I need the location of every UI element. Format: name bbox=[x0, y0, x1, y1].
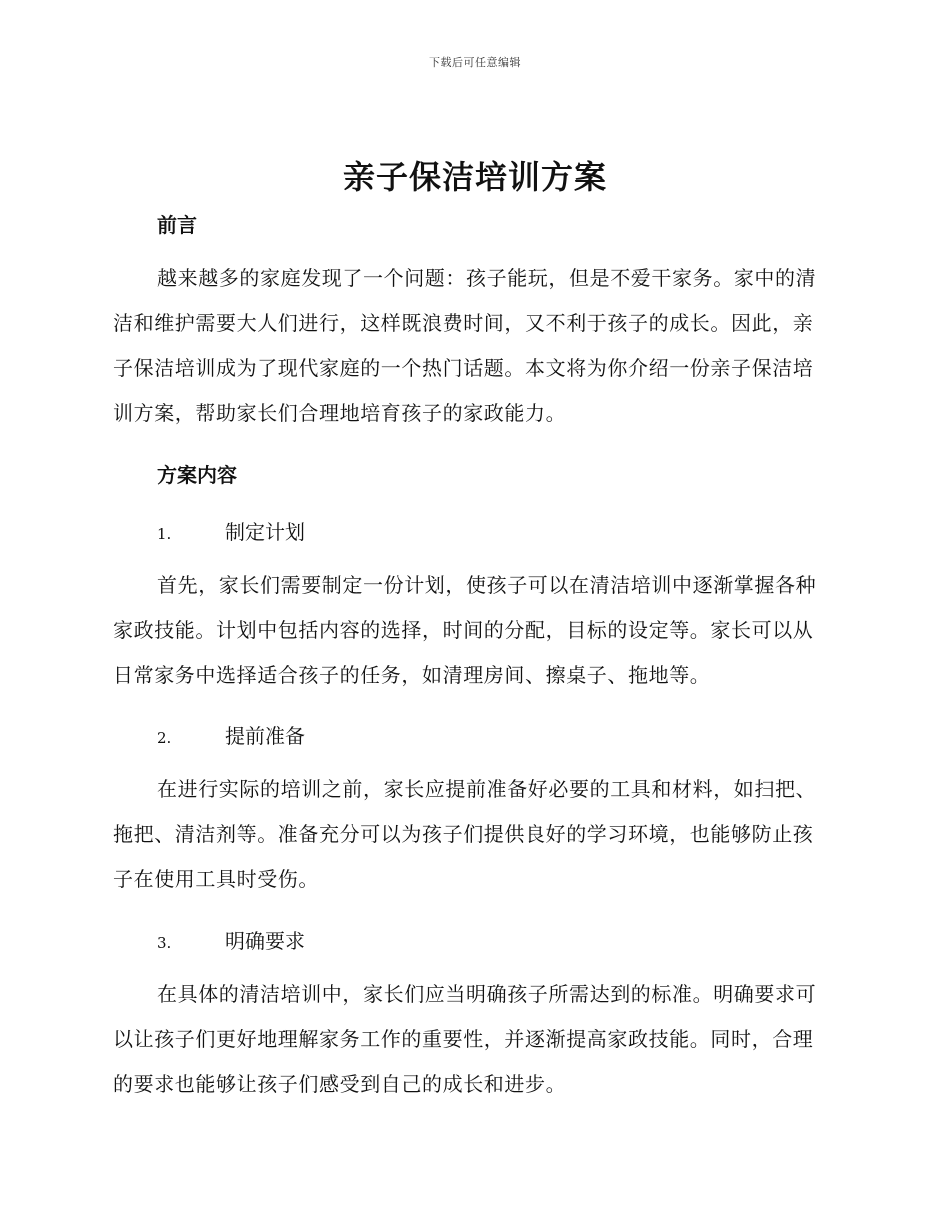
list-item-2 bbox=[157, 720, 305, 749]
list-number: 2. bbox=[157, 729, 172, 747]
list-number: 3. bbox=[157, 934, 172, 952]
list-number: 1. bbox=[157, 525, 172, 543]
list-item-title: 明确要求 bbox=[225, 929, 305, 953]
list-item-title: 制定计划 bbox=[225, 520, 305, 544]
paragraph-preface: 越来越多的家庭发现了一个问题：孩子能玩，但是不爱干家务。家中的清洁和维护需要大人们进行，这样既浪费时间，又不利于孩子的成长。因此，亲子保洁培训成为了现代家庭的一个热门话题。本文将为你介绍一份亲子保洁培训方案，帮助家长们合理地培育孩子的家政能力。 bbox=[113, 266, 817, 425]
paragraph-item-3: 在具体的清洁培训中，家长们应当明确孩子所需达到的标准。明确要求可以让孩子们更好地理解家务工作的重要性，并逐渐提高家政技能。同时，合理的要求也能够让孩子们感受到自己的成长和进步。 bbox=[113, 982, 817, 1096]
list-item-title: 提前准备 bbox=[225, 724, 305, 748]
paragraph-item-1: 首先，家长们需要制定一份计划，使孩子可以在清洁培训中逐渐掌握各种家政技能。计划中包括内容的选择，时间的分配，目标的设定等。家长可以从日常家务中选择适合孩子的任务，如清理房间、擦桌子、拖地等。 bbox=[113, 573, 817, 687]
document-title: 亲子保洁培训方案 bbox=[342, 158, 607, 196]
paragraph-item-2: 在进行实际的培训之前，家长应提前准备好必要的工具和材料，如扫把、拖把、清洁剂等。准备充分可以为孩子们提供良好的学习环境，也能够防止孩子在使用工具时受伤。 bbox=[113, 777, 817, 891]
section-heading-preface: 前言 bbox=[157, 213, 197, 237]
header-note: 下载后可任意编辑 bbox=[429, 56, 521, 69]
list-item-1 bbox=[157, 516, 305, 545]
list-item-3 bbox=[157, 925, 305, 954]
section-heading-content: 方案内容 bbox=[157, 463, 237, 487]
